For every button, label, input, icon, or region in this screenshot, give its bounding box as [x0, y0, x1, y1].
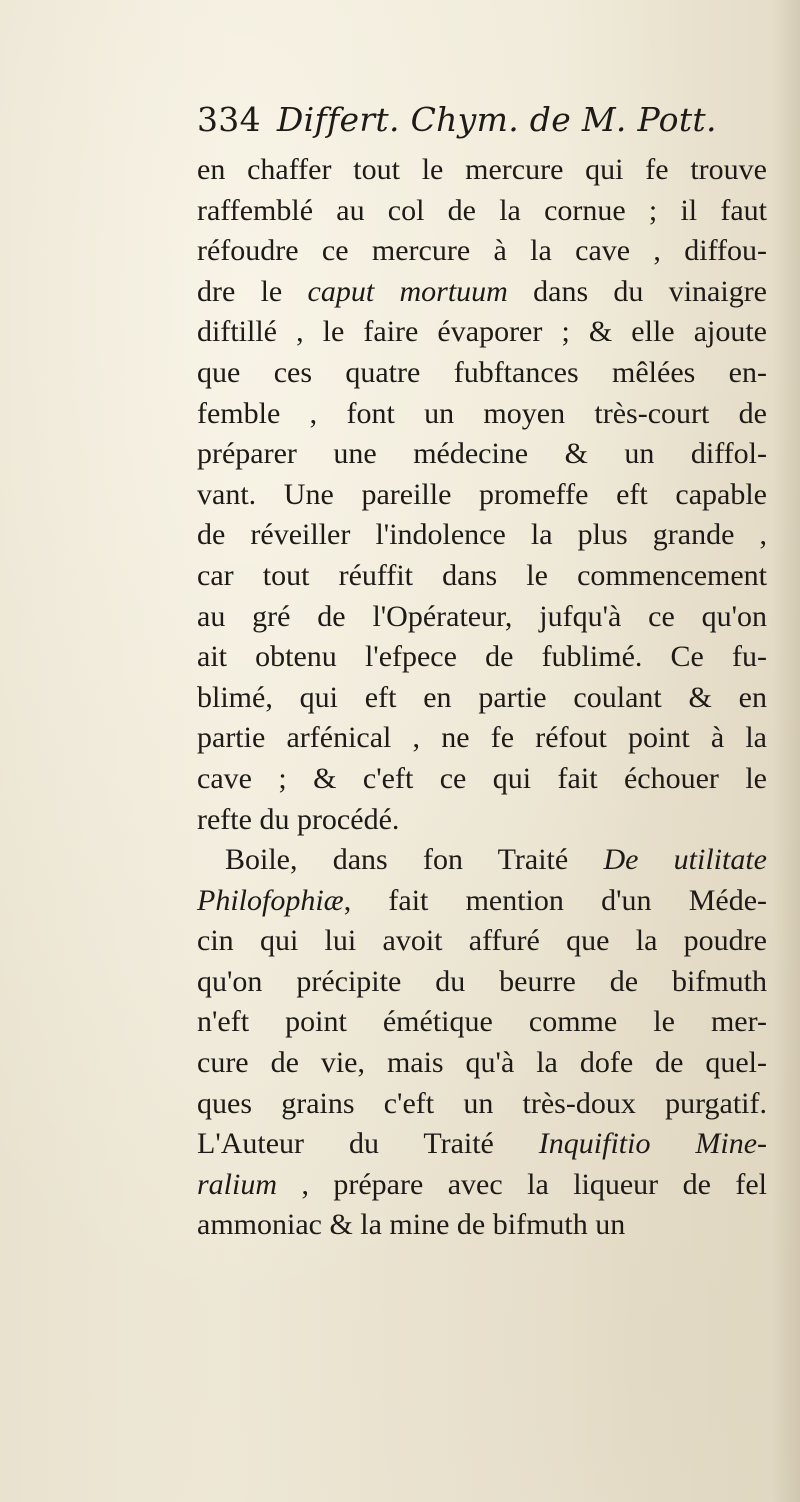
text-line [197, 759, 767, 800]
text-segment: en chaffer tout le mercure qui fe trouve [197, 153, 767, 186]
text-line [197, 1124, 767, 1165]
text-segment: partie arfénical , ne fe réfout point à la [197, 721, 767, 755]
text-segment: préparer une médecine & un diffol- [197, 437, 767, 471]
text-line [197, 231, 767, 272]
text-line [197, 840, 767, 881]
text-segment: ques grains c'eft un très-doux purgatif. [197, 1086, 767, 1120]
text-segment: car tout réuffit dans le commencement [197, 558, 767, 592]
text-segment: ait obtenu l'efpece de fublimé. Ce fu- [197, 640, 767, 674]
page-number: 334 [197, 100, 261, 139]
text-segment: cave ; & c'eft ce qui fait échouer le [197, 761, 767, 795]
italic-text: caput mortuum [307, 274, 508, 308]
text-segment: au gré de l'Opérateur, jufqu'à ce qu'on [197, 599, 767, 633]
text-line [197, 272, 767, 313]
text-segment: , fait mention d'un Méde- [343, 883, 767, 917]
text-line [197, 718, 767, 759]
italic-text: De utilitate [603, 843, 767, 877]
text-segment: diftillé , le faire évaporer ; & elle ajoute [197, 315, 767, 349]
text-segment: de réveiller l'indolence la plus grande , [197, 518, 767, 552]
text-segment: ammoniac & la mine de bifmuth un [197, 1208, 626, 1242]
text-segment: dans du vinaigre [507, 274, 768, 308]
italic-text: ralium [197, 1167, 278, 1201]
text-segment: que ces quatre fubftances mêlées en- [197, 355, 767, 389]
text-line [197, 962, 767, 1003]
text-line [197, 921, 767, 962]
text-line [197, 150, 767, 191]
text-line [197, 1084, 767, 1125]
text-line [197, 597, 767, 638]
text-segment: , prépare avec la liqueur de fel [277, 1167, 767, 1201]
text-line [197, 353, 767, 394]
text-segment: refte du procédé. [197, 802, 400, 836]
text-line [197, 191, 767, 232]
text-segment: qu'on précipite du beurre de bifmuth [197, 964, 767, 998]
running-head [197, 100, 717, 139]
text-segment: L'Auteur du Traité [197, 1127, 539, 1161]
text-segment: Boile, dans fon Traité [225, 843, 604, 877]
text-segment: femble , font un moyen très-court de [197, 396, 767, 430]
text-segment: n'eft point émétique comme le mer- [197, 1005, 767, 1039]
text-segment: blimé, qui eft en partie coulant & en [197, 680, 767, 714]
text-segment: cure de vie, mais qu'à la dofe de quel- [197, 1046, 767, 1080]
text-line [197, 434, 767, 475]
text-segment: raffemblé au col de la cornue ; il faut [197, 193, 767, 227]
text-line [197, 1002, 767, 1043]
text-line [197, 800, 767, 841]
text-segment: réfoudre ce mercure à la cave , diffou- [197, 234, 767, 268]
italic-text: Philofophiæ [197, 883, 344, 917]
text-line [197, 1205, 767, 1246]
text-segment: vant. Une pareille promeffe eft capable [197, 477, 767, 511]
text-line [197, 475, 767, 516]
text-line [197, 556, 767, 597]
text-line [197, 1043, 767, 1084]
running-title: Differt. Chym. de M. Pott. [276, 100, 717, 139]
italic-text: Inquifitio Mine- [538, 1127, 768, 1161]
text-line [197, 678, 767, 719]
text-line [197, 1165, 767, 1206]
body-text [197, 150, 767, 1246]
text-line [197, 312, 767, 353]
text-segment: cin qui lui avoit affuré que la poudre [197, 924, 767, 958]
text-segment: dre le [197, 274, 308, 308]
text-line [197, 515, 767, 556]
text-line [197, 637, 767, 678]
text-line [197, 394, 767, 435]
text-line [197, 881, 767, 922]
